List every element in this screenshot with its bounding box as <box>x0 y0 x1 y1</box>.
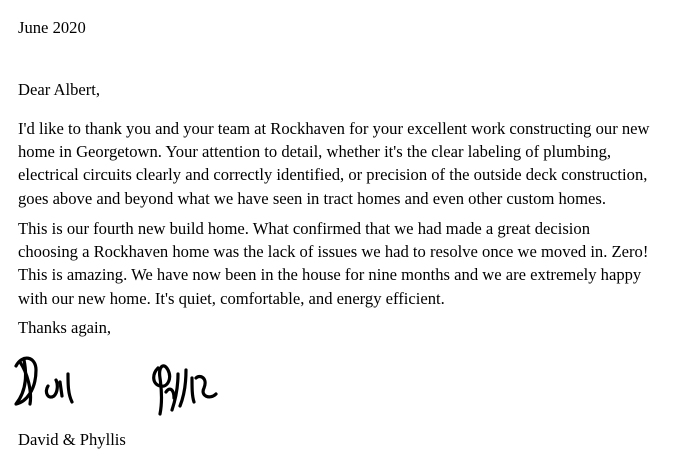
signature-david <box>16 358 72 404</box>
body-paragraph-1 <box>18 117 688 210</box>
paragraph-line: home in Georgetown. Your attention to detail, whether it's the clear labeling of plumbing, <box>18 142 612 162</box>
paragraph-line: electrical circuits clearly and correctly identified, or precision of the outside deck construction, <box>18 165 648 185</box>
paragraph-line: This is our fourth new build home. What confirmed that we had made a great decision <box>18 219 591 238</box>
paragraph-line: goes above and beyond what we have seen in tract homes and even other custom homes. <box>18 188 606 208</box>
handwritten-signatures <box>2 344 262 424</box>
body-paragraph-2 <box>18 217 688 310</box>
paragraph-line: This is amazing. We have now been in the house for nine months and we are extremely happy <box>18 265 642 285</box>
signer-name: David & Phyllis <box>18 430 126 449</box>
letter-date: June 2020 <box>18 18 86 37</box>
salutation: Dear Albert, <box>18 80 101 99</box>
paragraph-line: with our new home. It's quiet, comfortable, and energy efficient. <box>18 288 445 308</box>
signature-phyllis <box>154 366 216 414</box>
closing: Thanks again, <box>18 318 112 337</box>
paragraph-line: choosing a Rockhaven home was the lack of issues we had to resolve once we moved in. Zero! <box>18 242 649 262</box>
paragraph-line: I'd like to thank you and your team at Rockhaven for your excellent work constructing our new <box>18 119 650 138</box>
